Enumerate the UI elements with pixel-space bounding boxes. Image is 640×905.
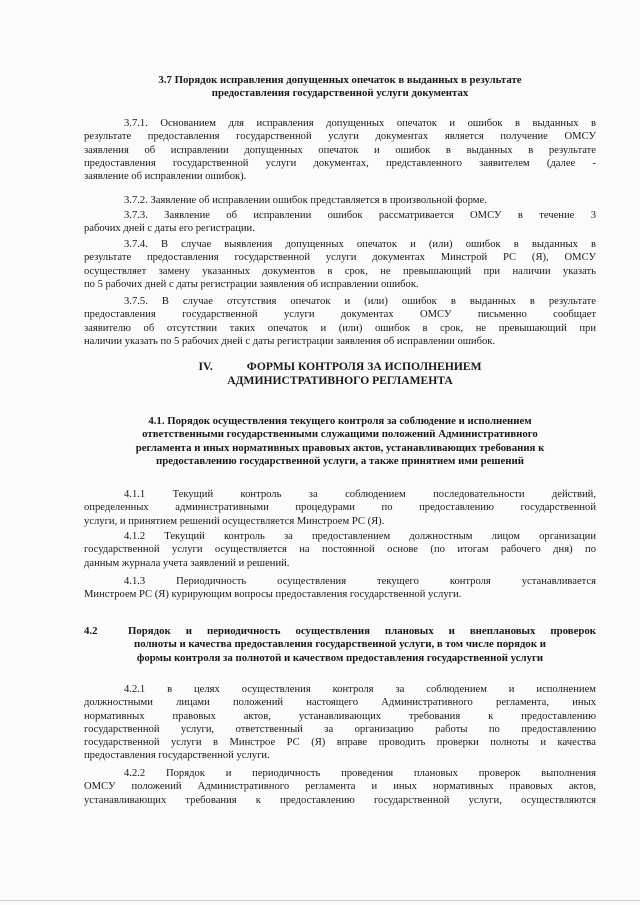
text-line: 3.7.2. Заявление об исправлении ошибок представляется в произвольной форме. bbox=[124, 195, 487, 206]
section-number: 4.2 bbox=[84, 625, 98, 637]
heading-line: полноты и качества предоставления государственной услуги, в том числе порядок и bbox=[134, 638, 546, 651]
text-line: заявителю об отсутствии таких опечаток и (или) ошибок в срок, не превышающий при bbox=[84, 322, 596, 334]
section-3-7-heading bbox=[84, 74, 596, 101]
paragraph-3-7-4 bbox=[84, 238, 596, 291]
heading-line: предоставлению государственной услуги, а также принятием ими решений bbox=[156, 454, 524, 467]
heading-line: формы контроля за полнотой и качеством предоставления государственной услуги bbox=[136, 651, 544, 664]
paragraph-3-7-2 bbox=[84, 194, 596, 207]
text-line: результате предоставления государственной услуги документах является получение ОМСУ bbox=[84, 131, 596, 143]
text-line: 3.7.4. В случае выявления допущенных опечаток и (или) ошибок в выданных в bbox=[124, 239, 596, 250]
heading-line: предоставления государственной услуги документах bbox=[211, 87, 469, 100]
text-line: государственной услуги осуществляется на постоянной основе (по итогам рабочего дня) по bbox=[84, 544, 596, 556]
heading-text: Порядок и периодичность осуществления плановых и внеплановых проверок bbox=[128, 625, 596, 637]
text-line: 3.7.3. Заявление об исправлении ошибок рассматривается ОМСУ в течение 3 bbox=[124, 210, 596, 221]
text-line: заявление об исправлении ошибок). bbox=[84, 171, 247, 183]
text-line: предоставления государственной услуги документах, представленного заявителем (далее - bbox=[84, 157, 596, 169]
text-line: нормативных правовых актов, устанавливающих требования к предоставлению bbox=[84, 710, 596, 722]
section-numeral: IV. bbox=[198, 360, 213, 373]
text-line: предоставления государственной услуги документах ОМСУ письменно сообщает bbox=[84, 309, 596, 321]
paragraph-4-2-2 bbox=[84, 767, 596, 807]
text-line: предоставления государственной услуги. bbox=[84, 750, 270, 762]
text-line: государственной услуги, ответственный за организацию работы по предоставлению bbox=[84, 723, 596, 735]
text-line: 3.7.1. Основанием для исправления допущенных опечаток и ошибок в выданных в bbox=[124, 118, 596, 129]
text-line: государственной услуги в Минстрое РС (Я) вправе проводить проверки полноты и качества bbox=[84, 737, 596, 749]
text-line: должностными лицами положений настоящего Административного регламента, иных bbox=[84, 697, 596, 709]
section-iv-heading bbox=[84, 360, 596, 388]
paragraph-4-1-3 bbox=[84, 575, 596, 602]
text-line: 4.1.3 Периодичность осуществления текущего контроля устанавливается bbox=[124, 576, 596, 587]
text-line: результате предоставления государственной услуги документах Минстрой РС (Я), ОМСУ bbox=[84, 252, 596, 264]
text-line: осуществляет замену указанных документов в срок, не превышающий при наличии указать bbox=[84, 265, 596, 277]
heading-line: АДМИНИСТРАТИВНОГО РЕГЛАМЕНТА bbox=[227, 374, 453, 387]
page-bottom-edge bbox=[0, 900, 640, 901]
paragraph-3-7-3 bbox=[84, 209, 596, 236]
text-line: 3.7.5. В случае отсутствия опечаток и (или) ошибок в выданных в результате bbox=[124, 296, 596, 307]
text-line: Минстроем РС (Я) курирующим вопросы предоставления государственной услуги. bbox=[84, 589, 462, 601]
text-line: устанавливающих требования к предоставлению государственной услуги, осуществляются bbox=[84, 794, 596, 806]
paragraph-3-7-5 bbox=[84, 295, 596, 348]
text-line: 4.2.1 в целях осуществления контроля за соблюдением и исполнением bbox=[124, 684, 596, 695]
text-line: 4.1.1 Текущий контроль за соблюдением последовательности действий, bbox=[124, 489, 596, 500]
text-line: услуги, и принятием решений осуществляется Минстроем РС (Я). bbox=[84, 515, 385, 527]
text-line: заявления об исправлении допущенных опечаток и ошибок в выданных в результате bbox=[84, 144, 596, 156]
text-line: рабочих дней с даты его регистрации. bbox=[84, 223, 255, 235]
heading-line bbox=[84, 625, 596, 638]
text-line: 4.2.2 Порядок и периодичность проведения плановых проверок выполнения bbox=[124, 768, 596, 779]
text-line: 4.1.2 Текущий контроль за предоставлением должностным лицом организации bbox=[124, 531, 596, 542]
text-line: по 5 рабочих дней с даты регистрации заявления об исправлении ошибок. bbox=[84, 278, 419, 290]
paragraph-4-1-2 bbox=[84, 530, 596, 570]
section-4-1-heading bbox=[84, 415, 596, 468]
heading-line: 4.1. Порядок осуществления текущего контроля за соблюдение и исполнением bbox=[148, 415, 532, 427]
heading-line: регламента и иных нормативных правовых актов, устанавливающих требования к bbox=[135, 441, 545, 454]
paragraph-3-7-1 bbox=[84, 117, 596, 183]
text-line: данным журнала учета заявлений и решений. bbox=[84, 557, 290, 569]
paragraph-4-1-1 bbox=[84, 488, 596, 528]
heading-text: ФОРМЫ КОНТРОЛЯ ЗА ИСПОЛНЕНИЕМ bbox=[246, 360, 482, 373]
heading-line bbox=[84, 360, 596, 374]
text-line: определенных административными процедурами по предоставлению государственной bbox=[84, 502, 596, 514]
heading-line: 3.7 Порядок исправления допущенных опечаток в выданных в результате bbox=[158, 74, 522, 86]
text-line: ОМСУ положений Административного регламента и иных нормативных правовых актов, bbox=[84, 781, 596, 793]
section-4-2-heading bbox=[84, 625, 596, 665]
heading-line: ответственными государственными служащими положений Административного bbox=[142, 428, 538, 441]
text-line: наличии указать по 5 рабочих дней с даты регистрации заявления об исправлении ошибок. bbox=[84, 335, 496, 347]
paragraph-4-2-1 bbox=[84, 683, 596, 763]
